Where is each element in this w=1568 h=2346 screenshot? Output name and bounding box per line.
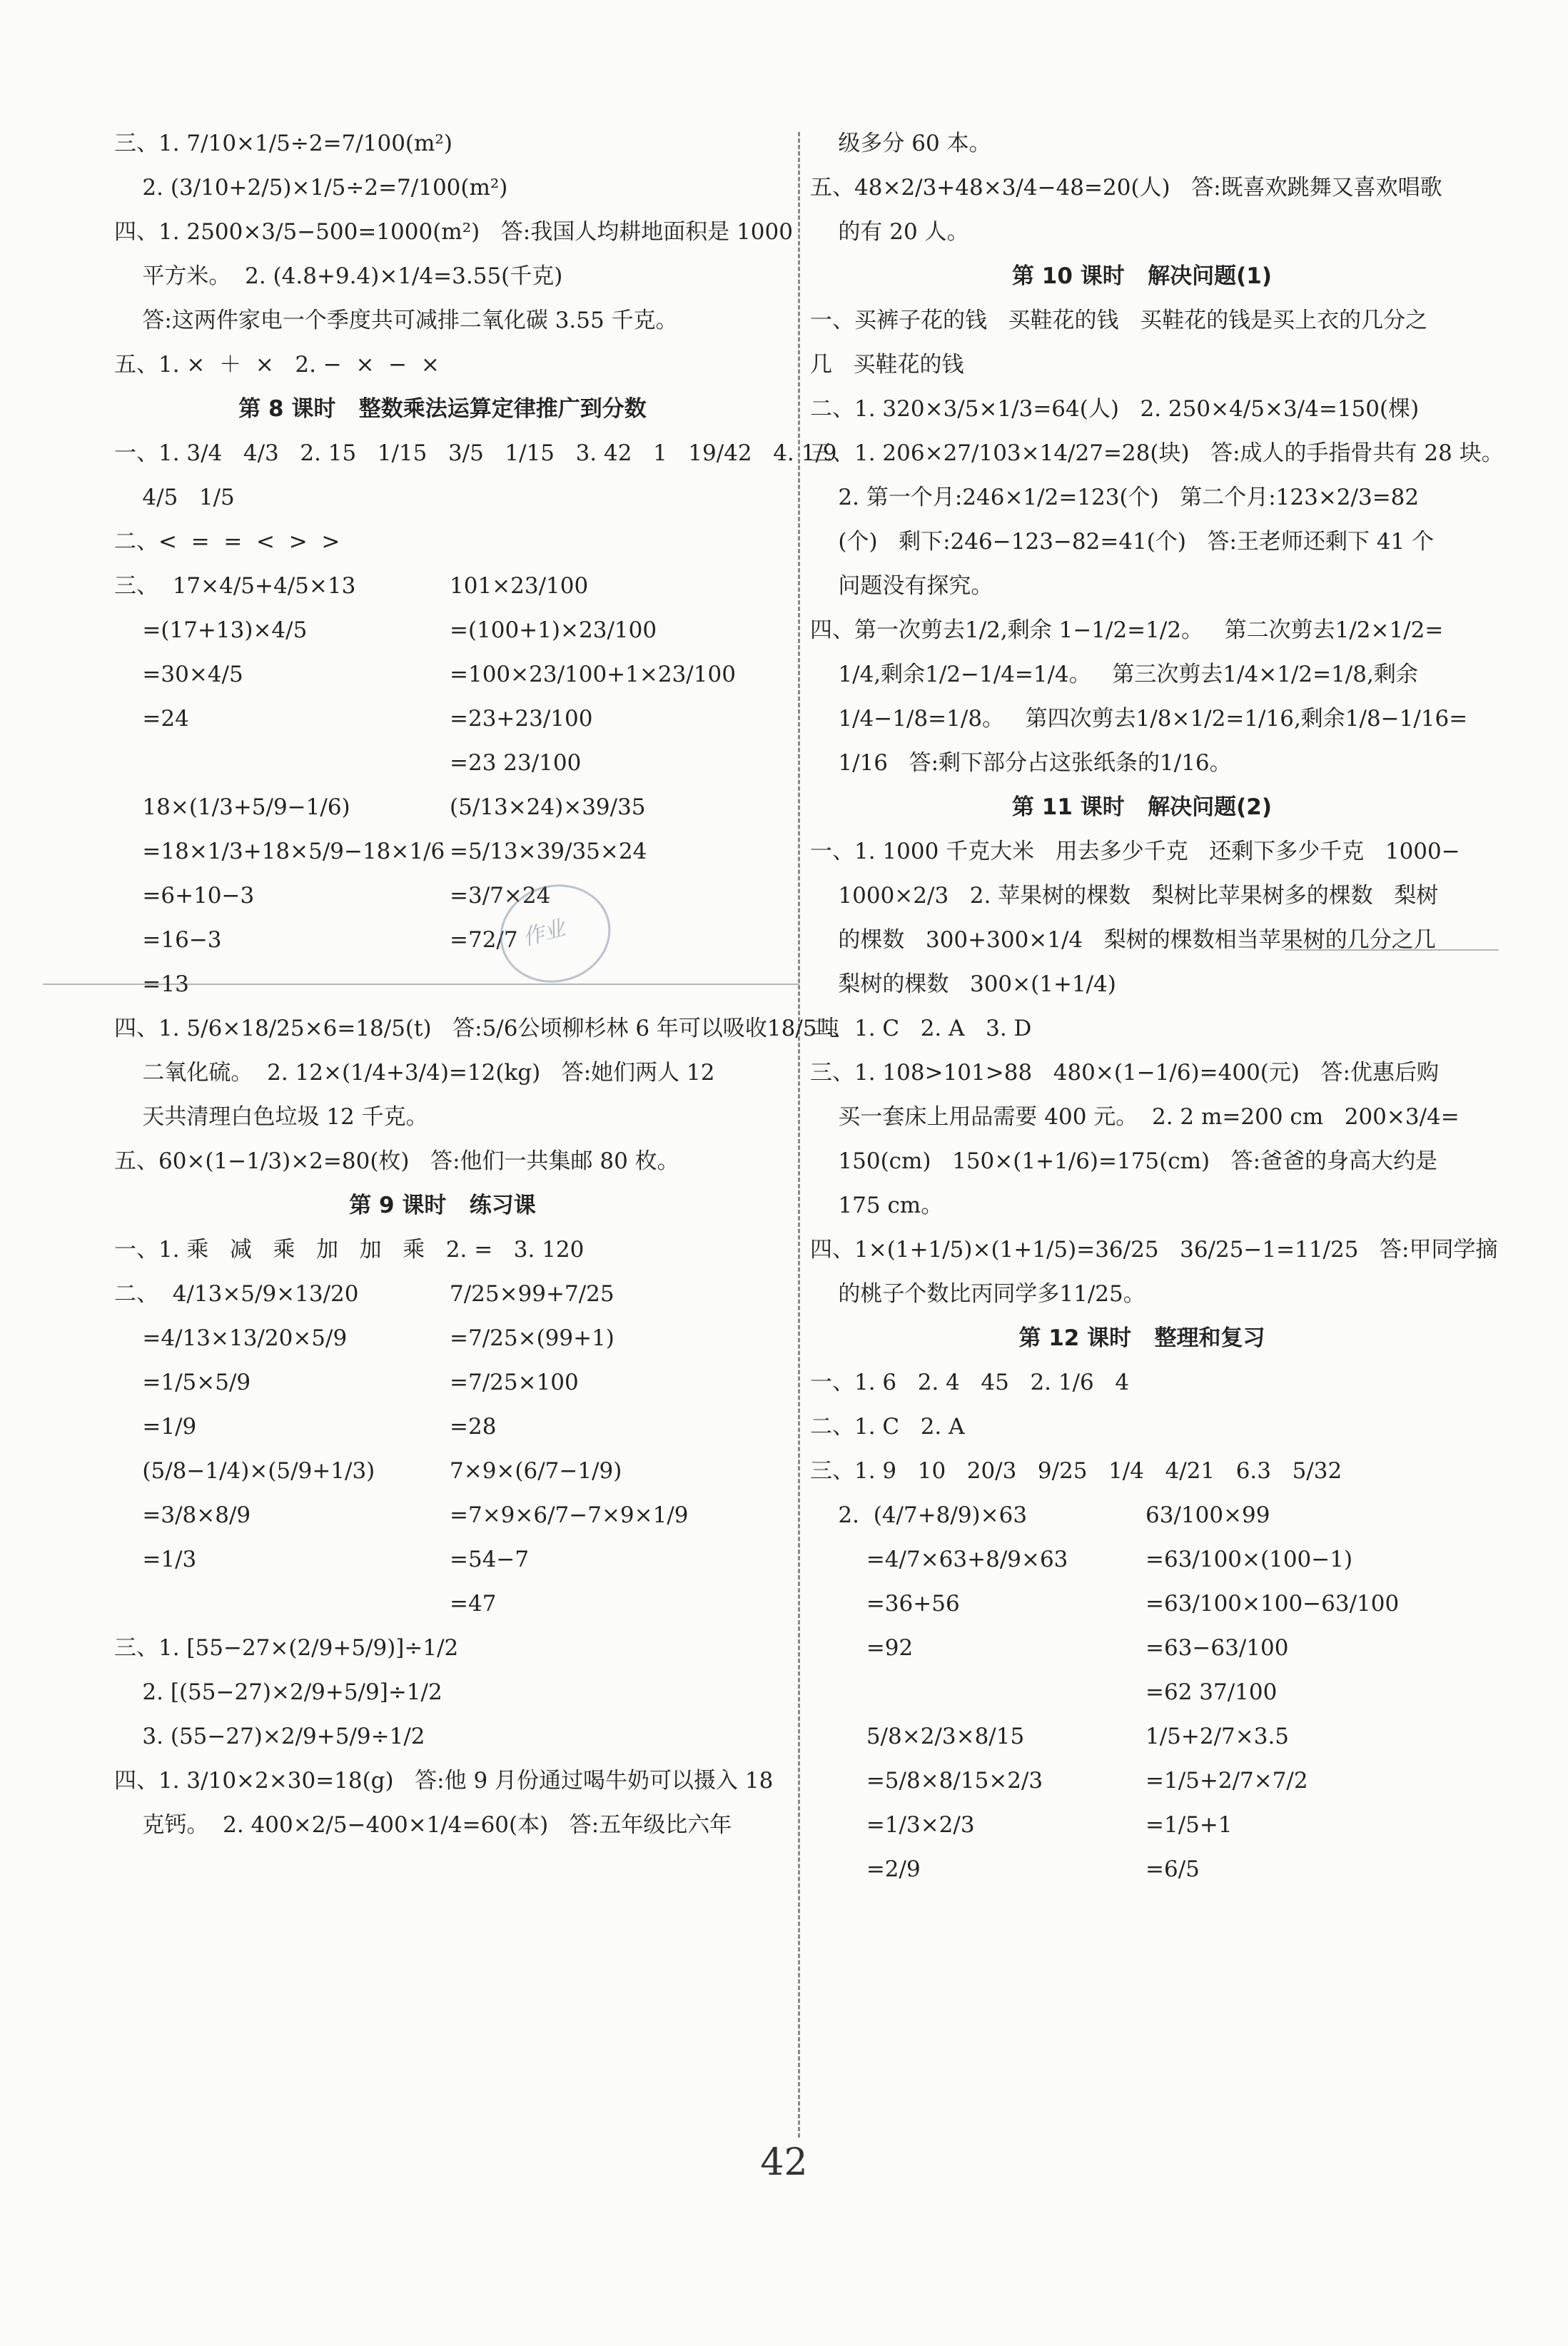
calculation-left: =5/8×8/15×2/3 [810, 1768, 1043, 1794]
calculation-left: 18×(1/3+5/9−1/6) [114, 794, 350, 820]
calculation-right: =23+23/100 [450, 706, 593, 732]
answer-line: 二、1. C 2. A [810, 1414, 965, 1440]
calculation-row [114, 608, 771, 652]
calculation-right: =7×9×6/7−7×9×1/9 [450, 1502, 689, 1528]
page-number: 42 [760, 2141, 808, 2184]
answer-line: 的桃子个数比丙同学多11/25。 [810, 1281, 1145, 1307]
answer-line: 的棵数 300+300×1/4 梨树的棵数相当苹果树的几分之几 [810, 927, 1436, 953]
calculation-right: =63/100×100−63/100 [1145, 1591, 1400, 1617]
answer-line: 克钙。 2. 400×2/5−400×1/4=60(本) 答:五年级比六年 [114, 1812, 732, 1838]
answer-line: 梨树的棵数 300×(1+1/4) [810, 971, 1116, 997]
calculation-right: =63/100×(100−1) [1145, 1547, 1353, 1572]
answer-line: 2. 第一个月:246×1/2=123(个) 第二个月:123×2/3=82 [810, 485, 1420, 510]
section-heading: 第 12 课时 整理和复习 [1018, 1325, 1265, 1351]
answer-line: 4/5 1/5 [114, 485, 235, 510]
calculation-right: 63/100×99 [1145, 1502, 1270, 1528]
answer-line: 一、1. 6 2. 4 45 2. 1/6 4 [810, 1370, 1130, 1395]
calculation-right: 1/5+2/7×3.5 [1145, 1724, 1290, 1749]
left-column [114, 121, 839, 1847]
section-heading: 第 10 课时 解决问题(1) [1011, 263, 1272, 289]
calculation-left: =18×1/3+18×5/9−18×1/6 [114, 839, 445, 864]
calculation-left: =(17+13)×4/5 [114, 617, 308, 643]
answer-line: 一、1. 1000 千克大米 用去多少千克 还剩下多少千克 1000− [810, 839, 1460, 864]
answer-line: 平方米。 2. (4.8+9.4)×1/4=3.55(千克) [114, 263, 563, 289]
answer-line: 天共清理白色垃圾 12 千克。 [114, 1104, 428, 1130]
calculation-left: 2. (4/7+8/9)×63 [810, 1502, 1028, 1528]
calculation-row [114, 1272, 771, 1316]
calculation-right: 7×9×(6/7−1/9) [450, 1458, 622, 1484]
calculation-row [114, 652, 771, 697]
calculation-row [114, 1493, 771, 1537]
calculation-left: =30×4/5 [114, 662, 243, 687]
calculation-row [810, 1493, 1474, 1537]
answer-line: 四、1. 2500×3/5−500=1000(m²) 答:我国人均耕地面积是 1000 [114, 219, 793, 245]
answer-line: 三、1. 206×27/103×14/27=28(块) 答:成人的手指骨共有 28 块。 [810, 440, 1504, 466]
answer-line: 五、1. × ＋ × 2. − × − × [114, 352, 440, 378]
calculation-left: =2/9 [810, 1856, 921, 1882]
calculation-right: =3/7×24 [450, 883, 551, 909]
calculation-row [810, 1670, 1474, 1714]
calculation-left: =4/7×63+8/9×63 [810, 1547, 1068, 1572]
answer-line: 三、1. 108>101>88 480×(1−1/6)=400(元) 答:优惠后购 [810, 1060, 1439, 1086]
calculation-right: =(100+1)×23/100 [450, 617, 657, 643]
answer-line: 级多分 60 本。 [810, 131, 991, 156]
calculation-left: =6+10−3 [114, 883, 255, 909]
answer-line: 四、第一次剪去1/2,剩余 1−1/2=1/2。 第二次剪去1/2×1/2= [810, 617, 1444, 643]
calculation-row [810, 1714, 1474, 1759]
calculation-right: =23 23/100 [450, 750, 582, 776]
calculation-row [114, 1582, 771, 1626]
calculation-right: =7/25×100 [450, 1370, 579, 1395]
calculation-left: 5/8×2/3×8/15 [810, 1724, 1025, 1749]
answer-line: 一、1. 3/4 4/3 2. 15 1/15 3/5 1/15 3. 42 1 19/42 4. 1/9 [114, 440, 837, 466]
calculation-left: =4/13×13/20×5/9 [114, 1325, 348, 1351]
answer-line: 3. (55−27)×2/9+5/9÷1/2 [114, 1724, 425, 1749]
calculation-right: =1/5+1 [1145, 1812, 1233, 1838]
answer-line: 一、买裤子花的钱 买鞋花的钱 买鞋花的钱是买上衣的几分之 [810, 308, 1428, 333]
calculation-right: =100×23/100+1×23/100 [450, 662, 736, 687]
calculation-left: =16−3 [114, 927, 222, 953]
answer-line: 五、48×2/3+48×3/4−48=20(人) 答:既喜欢跳舞又喜欢唱歌 [810, 175, 1442, 201]
answer-line: 二氧化硫。 2. 12×(1/4+3/4)=12(kg) 答:她们两人 12 [114, 1060, 715, 1086]
calculation-right: =54−7 [450, 1547, 530, 1572]
calculation-row [114, 874, 771, 918]
answer-line: 三、1. 7/10×1/5÷2=7/100(m²) [114, 131, 452, 156]
calculation-right: =7/25×(99+1) [450, 1325, 614, 1351]
calculation-row [810, 1582, 1474, 1626]
calculation-left: 二、 4/13×5/9×13/20 [114, 1281, 359, 1307]
calculation-left: =1/5×5/9 [114, 1370, 251, 1395]
answer-line: 二、< = = < > > [114, 529, 340, 555]
answer-line: 问题没有探究。 [810, 573, 993, 599]
calculation-left: 三、 17×4/5+4/5×13 [114, 573, 356, 599]
calculation-left: (5/8−1/4)×(5/9+1/3) [114, 1458, 375, 1484]
section-heading: 第 11 课时 解决问题(2) [1011, 794, 1272, 820]
section-heading: 第 8 课时 整数乘法运算定律推广到分数 [238, 396, 647, 422]
answer-line: 买一套床上用品需要 400 元。 2. 2 m=200 cm 200×3/4= [810, 1104, 1460, 1130]
calculation-left: =1/9 [114, 1414, 197, 1440]
calculation-row [114, 1537, 771, 1582]
answer-line: 150(cm) 150×(1+1/6)=175(cm) 答:爸爸的身高大约是 [810, 1148, 1438, 1174]
calculation-left: =24 [114, 706, 189, 732]
calculation-left: =1/3×2/3 [810, 1812, 975, 1838]
calculation-row [114, 1316, 771, 1360]
calculation-row [810, 1847, 1474, 1891]
calculation-left: =3/8×8/9 [114, 1502, 251, 1528]
calculation-row [114, 962, 771, 1006]
answer-line: 2. (3/10+2/5)×1/5÷2=7/100(m²) [114, 175, 508, 201]
calculation-row [810, 1759, 1474, 1803]
answer-line: (个) 剩下:246−123−82=41(个) 答:王老师还剩下 41 个 [810, 529, 1435, 555]
answer-line: 答:这两件家电一个季度共可减排二氧化碳 3.55 千克。 [114, 308, 678, 333]
calculation-left: =36+56 [810, 1591, 960, 1617]
answer-line: 五、60×(1−1/3)×2=80(枚) 答:他们一共集邮 80 枚。 [114, 1148, 679, 1174]
answer-line: 1000×2/3 2. 苹果树的棵数 梨树比苹果树多的棵数 梨树 [810, 883, 1439, 909]
calculation-right: 7/25×99+7/25 [450, 1281, 614, 1307]
calculation-row [114, 697, 771, 741]
section-heading: 第 9 课时 练习课 [349, 1193, 536, 1218]
calculation-row [114, 1360, 771, 1405]
calculation-row [114, 741, 771, 785]
answer-line: 三、1. [55−27×(2/9+5/9)]÷1/2 [114, 1635, 459, 1661]
answer-line: 1/4,剩余1/2−1/4=1/4。 第三次剪去1/4×1/2=1/8,剩余 [810, 662, 1418, 687]
calculation-row [114, 1405, 771, 1449]
answer-line: 2. [(55−27)×2/9+5/9]÷1/2 [114, 1679, 442, 1705]
answer-line: 1/16 答:剩下部分占这张纸条的1/16。 [810, 750, 1232, 776]
calculation-row [114, 829, 771, 874]
calculation-right: =28 [450, 1414, 497, 1440]
answer-line: 四、1. 3/10×2×30=18(g) 答:他 9 月份通过喝牛奶可以摄入 18 [114, 1768, 774, 1794]
calculation-right: =62 37/100 [1145, 1679, 1278, 1705]
calculation-right: (5/13×24)×39/35 [450, 794, 646, 820]
calculation-right: =47 [450, 1591, 497, 1617]
calculation-row [810, 1626, 1474, 1670]
calculation-right: =63−63/100 [1145, 1635, 1289, 1661]
calculation-row [114, 1449, 771, 1493]
answer-line: 一、1. 乘 减 乘 加 加 乘 2. = 3. 120 [114, 1237, 585, 1263]
answer-line: 二、1. 320×3/5×1/3=64(人) 2. 250×4/5×3/4=150(棵) [810, 396, 1420, 422]
answer-line: 的有 20 人。 [810, 219, 969, 245]
calculation-right: =1/5+2/7×7/2 [1145, 1768, 1308, 1794]
answer-line: 四、1×(1+1/5)×(1+1/5)=36/25 36/25−1=11/25 答:甲同学摘 [810, 1237, 1498, 1263]
calculation-right: =72/7 [450, 927, 518, 953]
answer-line: 三、1. 9 10 20/3 9/25 1/4 4/21 6.3 5/32 [810, 1458, 1342, 1484]
calculation-right: 101×23/100 [450, 573, 589, 599]
answer-line: 四、1. 5/6×18/25×6=18/5(t) 答:5/6公顷柳杉林 6 年可以吸收18/5吨 [114, 1016, 839, 1041]
calculation-left: =13 [114, 971, 189, 997]
answer-line: 二、1. C 2. A 3. D [810, 1016, 1032, 1041]
calculation-row [810, 1803, 1474, 1847]
calculation-row [114, 918, 771, 962]
answer-line: 175 cm。 [810, 1193, 944, 1218]
column-divider [798, 132, 800, 2138]
answer-line: 1/4−1/8=1/8。 第四次剪去1/8×1/2=1/16,剩余1/8−1/16= [810, 706, 1468, 732]
calculation-right: =6/5 [1145, 1856, 1200, 1882]
stamp-text: 作业 [520, 915, 568, 951]
right-column [810, 121, 1504, 1891]
calculation-row [810, 1537, 1474, 1582]
calculation-row [114, 564, 771, 608]
calculation-left: =1/3 [114, 1547, 197, 1572]
answer-line: 几 买鞋花的钱 [810, 352, 964, 378]
calculation-row [114, 785, 771, 829]
calculation-right: =5/13×39/35×24 [450, 839, 647, 864]
calculation-left: =92 [810, 1635, 914, 1661]
